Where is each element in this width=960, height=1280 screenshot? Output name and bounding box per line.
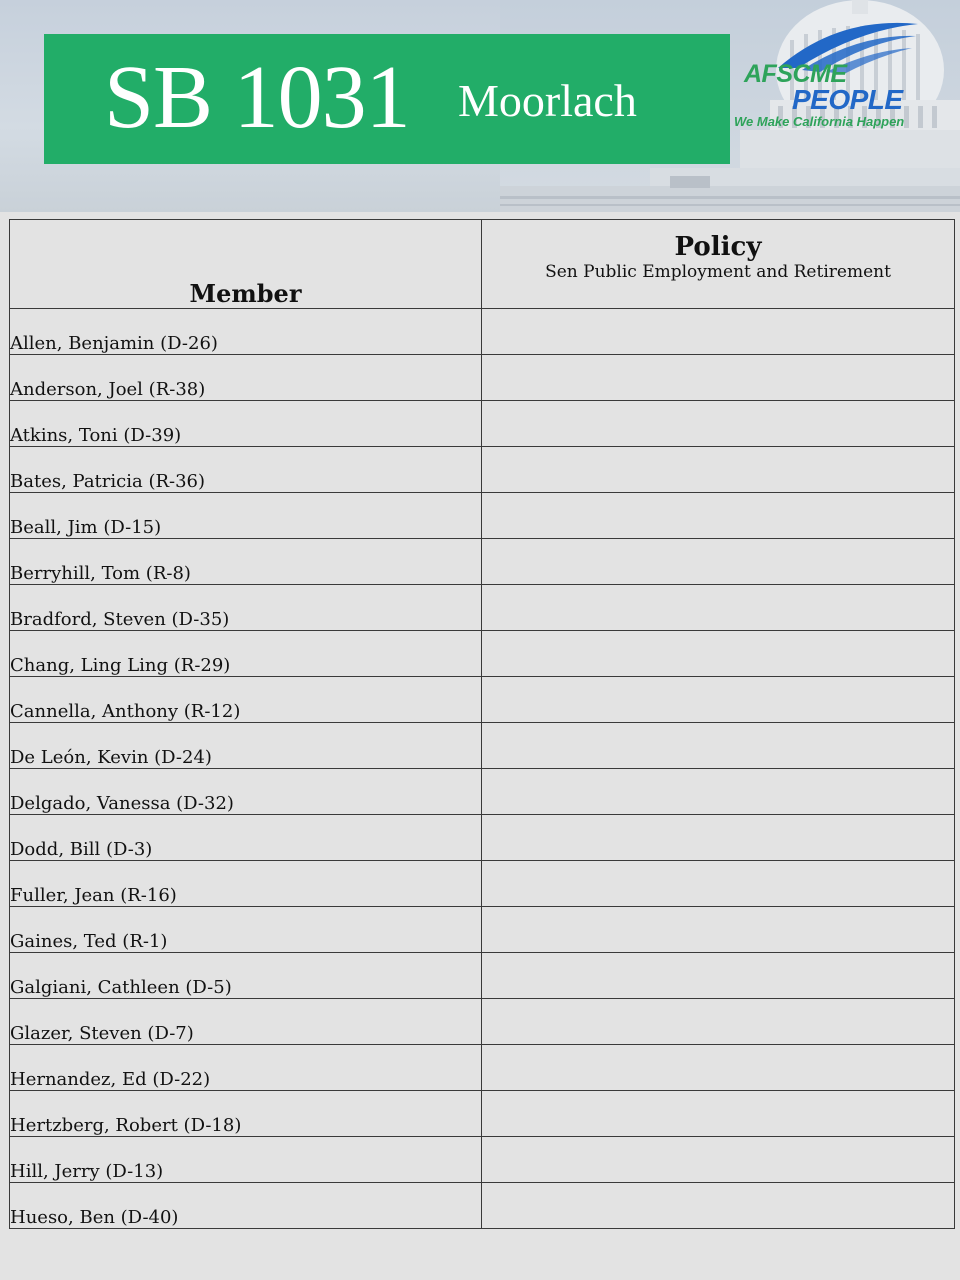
policy-column-header bbox=[482, 220, 955, 309]
table-row bbox=[10, 1091, 955, 1137]
policy-vote-cell bbox=[482, 1045, 955, 1091]
table-row bbox=[10, 1137, 955, 1183]
member-name-cell: Delgado, Vanessa (D-32) bbox=[10, 769, 482, 815]
table-row bbox=[10, 493, 955, 539]
policy-vote-cell bbox=[482, 309, 955, 355]
policy-vote-cell bbox=[482, 401, 955, 447]
page-header bbox=[0, 0, 960, 212]
afscme-people-logo bbox=[728, 10, 960, 140]
table-row bbox=[10, 953, 955, 999]
policy-vote-cell bbox=[482, 631, 955, 677]
member-name-cell: Hernandez, Ed (D-22) bbox=[10, 1045, 482, 1091]
policy-vote-cell bbox=[482, 723, 955, 769]
table-row bbox=[10, 1183, 955, 1229]
member-name-cell: Chang, Ling Ling (R-29) bbox=[10, 631, 482, 677]
member-name-cell: Bradford, Steven (D-35) bbox=[10, 585, 482, 631]
policy-vote-cell bbox=[482, 585, 955, 631]
table-row bbox=[10, 539, 955, 585]
table-row bbox=[10, 631, 955, 677]
member-name-cell: Bates, Patricia (R-36) bbox=[10, 447, 482, 493]
member-name-cell: Hertzberg, Robert (D-18) bbox=[10, 1091, 482, 1137]
table-row bbox=[10, 723, 955, 769]
member-name-cell: Beall, Jim (D-15) bbox=[10, 493, 482, 539]
member-column-header: Member bbox=[10, 220, 482, 309]
policy-vote-cell bbox=[482, 1091, 955, 1137]
policy-vote-cell bbox=[482, 861, 955, 907]
table-row bbox=[10, 309, 955, 355]
policy-vote-cell bbox=[482, 1137, 955, 1183]
member-name-cell: Dodd, Bill (D-3) bbox=[10, 815, 482, 861]
member-name-cell: Berryhill, Tom (R-8) bbox=[10, 539, 482, 585]
table-row bbox=[10, 815, 955, 861]
vote-table bbox=[9, 219, 955, 1229]
policy-vote-cell bbox=[482, 493, 955, 539]
logo-tagline: We Make California Happen bbox=[734, 114, 905, 129]
bill-author: Moorlach bbox=[458, 75, 637, 126]
member-name-cell: Gaines, Ted (R-1) bbox=[10, 907, 482, 953]
policy-vote-cell bbox=[482, 1183, 955, 1229]
table-row bbox=[10, 861, 955, 907]
policy-header-committee: Sen Public Employment and Retirement bbox=[545, 262, 891, 282]
table-row bbox=[10, 585, 955, 631]
member-name-cell: Galgiani, Cathleen (D-5) bbox=[10, 953, 482, 999]
policy-header-title: Policy bbox=[674, 232, 762, 262]
table-row bbox=[10, 401, 955, 447]
member-name-cell: De León, Kevin (D-24) bbox=[10, 723, 482, 769]
bill-number: SB 1031 bbox=[104, 48, 410, 147]
table-row bbox=[10, 447, 955, 493]
logo-people-text: PEOPLE bbox=[792, 84, 903, 115]
member-name-cell: Cannella, Anthony (R-12) bbox=[10, 677, 482, 723]
policy-vote-cell bbox=[482, 907, 955, 953]
logo-afscme-text: AFSCME bbox=[744, 60, 847, 88]
table-row bbox=[10, 355, 955, 401]
member-name-cell: Hill, Jerry (D-13) bbox=[10, 1137, 482, 1183]
policy-vote-cell bbox=[482, 953, 955, 999]
table-row bbox=[10, 677, 955, 723]
member-name-cell: Allen, Benjamin (D-26) bbox=[10, 309, 482, 355]
member-name-cell: Atkins, Toni (D-39) bbox=[10, 401, 482, 447]
policy-vote-cell bbox=[482, 815, 955, 861]
policy-vote-cell bbox=[482, 355, 955, 401]
policy-vote-cell bbox=[482, 769, 955, 815]
bill-title-banner bbox=[44, 34, 730, 164]
member-name-cell: Hueso, Ben (D-40) bbox=[10, 1183, 482, 1229]
table-row bbox=[10, 907, 955, 953]
table-header-row bbox=[10, 220, 955, 309]
policy-vote-cell bbox=[482, 999, 955, 1045]
policy-vote-cell bbox=[482, 539, 955, 585]
table-row bbox=[10, 999, 955, 1045]
table-row bbox=[10, 1045, 955, 1091]
policy-vote-cell bbox=[482, 677, 955, 723]
member-name-cell: Glazer, Steven (D-7) bbox=[10, 999, 482, 1045]
member-name-cell: Anderson, Joel (R-38) bbox=[10, 355, 482, 401]
table-body bbox=[10, 309, 955, 1229]
policy-vote-cell bbox=[482, 447, 955, 493]
member-name-cell: Fuller, Jean (R-16) bbox=[10, 861, 482, 907]
table-row bbox=[10, 769, 955, 815]
